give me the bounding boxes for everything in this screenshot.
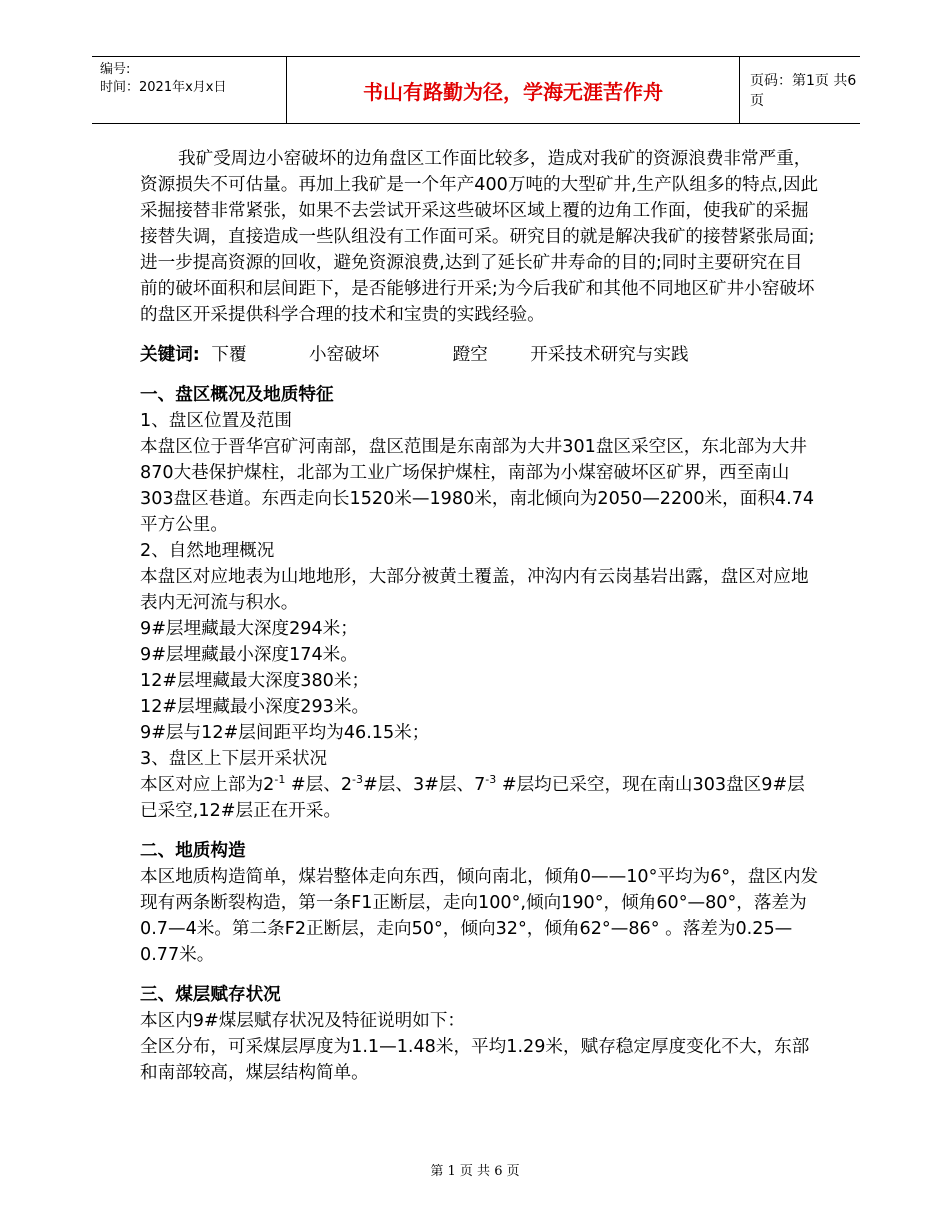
keyword-item: 下覆 (211, 345, 247, 365)
intro-paragraph: 我矿受周边小窑破坏的边角盘区工作面比较多，造成对我矿的资源浪费非常严重，资源损失不可估量。再加上我矿是一个年产400万吨的大型矿井,生产队组多的特点,因此采掘接替非常紧张，如果不去尝试开采这些破坏区域上覆的边角工作面，使我矿的采掘接替失调，直接造成一些队组没有工作面可采。研究目的就是解决我矿的接替紧张局面;进一步提高资源的回收，避免资源浪费,达到了延长矿井寿命的目的;同时主要研究在目前的破坏面积和层间距下，是否能够进行开采;为今后我矿和其他不同地区矿井小窑破坏的盘区开采提供科学合理的技术和宝贵的实践经验。 (140, 149, 819, 325)
document-body (140, 146, 820, 1086)
section2-text: 本区地质构造简单，煤岩整体走向东西，倾向南北，倾角0——10°平均为6°，盘区内发现有两条断裂构造，第一条F1正断层，走向100°,倾向190°，倾角60°—80°，落差为0.7—4米。第二条F2正断层，走向50°，倾向32°，倾角62°—86° 。落差为0.25—0.77米。 (140, 867, 819, 965)
keyword-item: 蹬空 (452, 345, 488, 365)
header-time-label: 时间：2021年x月x日 (100, 80, 227, 95)
section1-sub3-title: 3、盘区上下层开采状况 (140, 749, 328, 769)
section3-line1: 本区内9#煤层赋存状况及特征说明如下： (140, 1011, 466, 1031)
depth-line: 12#层埋藏最大深度380米； (140, 671, 370, 691)
section1-sub1-title: 1、盘区位置及范围 (140, 411, 292, 431)
section1-sub2-text: 本盘区对应地表为山地地形，大部分被黄土覆盖，冲沟内有云岗基岩出露，盘区对应地表内无河流与积水。 (140, 567, 809, 613)
section3-line2: 全区分布，可采煤层厚度为1.1—1.48米，平均1.29米，赋存稳定厚度变化不大，东部和南部较高，煤层结构简单。 (140, 1037, 810, 1083)
section1-sub3-text: 本区对应上部为$2^{-1}$ #层、$2^{-3}\#$层、3#层、$7^{-3}$ #层均已采空，现在南山303盘区9#层已采空,12#层正在开采。 (140, 773, 805, 821)
section3-title: 三、煤层赋存状况 (140, 985, 281, 1005)
keywords-label: 关键词: (140, 345, 200, 365)
section1-sub2-title: 2、自然地理概况 (140, 541, 275, 561)
depth-line: 12#层埋藏最小深度293米。 (140, 697, 370, 717)
keywords-line (140, 342, 820, 368)
section1-title: 一、盘区概况及地质特征 (140, 385, 334, 405)
depth-line: 9#层埋藏最大深度294米； (140, 619, 358, 639)
page-footer: 第 1 页 共 6 页 (430, 1164, 520, 1179)
depth-line: 9#层埋藏最小深度174米。 (140, 645, 358, 665)
header-meta (92, 57, 286, 123)
keyword-item: 开采技术研究与实践 (530, 345, 689, 365)
depth-line: 9#层与12#层间距平均为46.15米； (140, 723, 430, 743)
header-page-info: 页码：第1页 共6页 (750, 73, 857, 109)
section2-title: 二、地质构造 (140, 841, 246, 861)
header-slogan: 书山有路勤为径，学海无涯苦作舟 (286, 57, 740, 123)
keyword-item: 小窑破坏 (309, 345, 380, 365)
header-number-label: 编号: (100, 62, 131, 77)
section1-sub1-text: 本盘区位于晋华宫矿河南部，盘区范围是东南部为大井301盘区采空区，东北部为大井870大巷保护煤柱，北部为工业广场保护煤柱，南部为小煤窑破坏区矿界，西至南山303盘区巷道。东西走向长1520米—1980米，南北倾向为2050—2200米，面积4.74平方公里。 (140, 437, 815, 535)
page-header (92, 56, 860, 124)
